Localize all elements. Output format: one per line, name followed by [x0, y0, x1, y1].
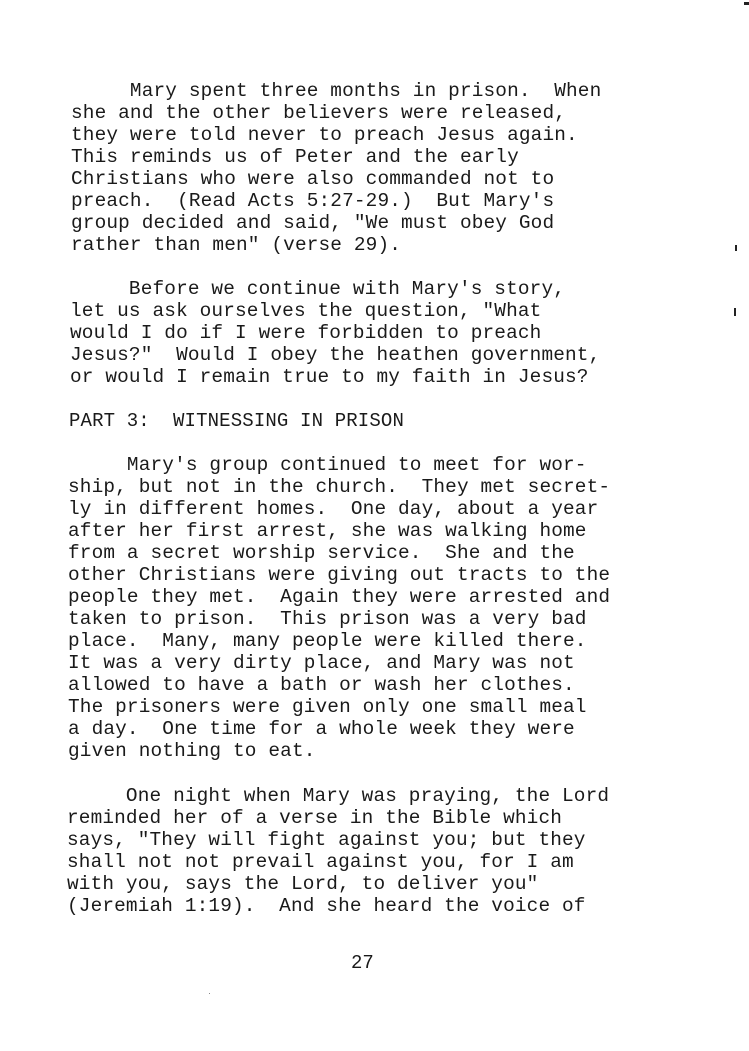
text-line: allowed to have a bath or wash her clothes.: [68, 674, 575, 696]
text-line: One night when Mary was praying, the Lord: [67, 785, 610, 807]
text-line: with you, says the Lord, to deliver you": [67, 873, 539, 895]
text-line: would I do if I were forbidden to preach: [70, 322, 542, 344]
text-line: Christians who were also commanded not to: [71, 168, 555, 190]
text-line: reminded her of a verse in the Bible which: [67, 807, 563, 829]
text-line: Mary's group continued to meet for wor-: [68, 454, 587, 476]
text-line: let us ask ourselves the question, "What: [70, 300, 542, 322]
text-line: It was a very dirty place, and Mary was not: [68, 652, 575, 674]
text-line: rather than men" (verse 29).: [71, 234, 402, 256]
text-line: place. Many, many people were killed there.: [68, 630, 587, 652]
text-line: ship, but not in the church. They met secret-: [68, 476, 611, 498]
scan-mark: [734, 308, 736, 316]
text-line: shall not not prevail against you, for I am: [67, 851, 574, 873]
text-line: preach. (Read Acts 5:27-29.) But Mary's: [71, 190, 555, 212]
text-line: ly in different homes. One day, about a year: [68, 498, 599, 520]
text-line: other Christians were giving out tracts to the: [68, 564, 611, 586]
text-line: after her first arrest, she was walking home: [68, 520, 587, 542]
text-line: she and the other believers were released,: [71, 102, 567, 124]
text-line: This reminds us of Peter and the early: [71, 146, 519, 168]
scan-mark: [744, 2, 749, 5]
text-line: given nothing to eat.: [68, 740, 316, 762]
text-line: Before we continue with Mary's story,: [70, 278, 566, 300]
text-line: or would I remain true to my faith in Jesus?: [70, 366, 589, 388]
text-line: Jesus?" Would I obey the heathen government,: [70, 344, 601, 366]
text-line: a day. One time for a whole week they were: [68, 718, 575, 740]
text-line: Mary spent three months in prison. When: [71, 80, 602, 102]
scan-dot: [209, 993, 210, 994]
section-heading: PART 3: WITNESSING IN PRISON: [69, 410, 405, 432]
scan-mark: [735, 245, 737, 251]
text-line: people they met. Again they were arrested and: [68, 586, 611, 608]
text-line: says, "They will fight against you; but they: [67, 829, 586, 851]
text-line: (Jeremiah 1:19). And she heard the voice of: [67, 895, 586, 917]
page-number: 27: [351, 952, 374, 974]
text-line: group decided and said, "We must obey God: [71, 212, 555, 234]
text-line: The prisoners were given only one small meal: [68, 696, 587, 718]
text-line: from a secret worship service. She and the: [68, 542, 575, 564]
text-line: taken to prison. This prison was a very bad: [68, 608, 587, 630]
text-line: they were told never to preach Jesus again.: [71, 124, 578, 146]
